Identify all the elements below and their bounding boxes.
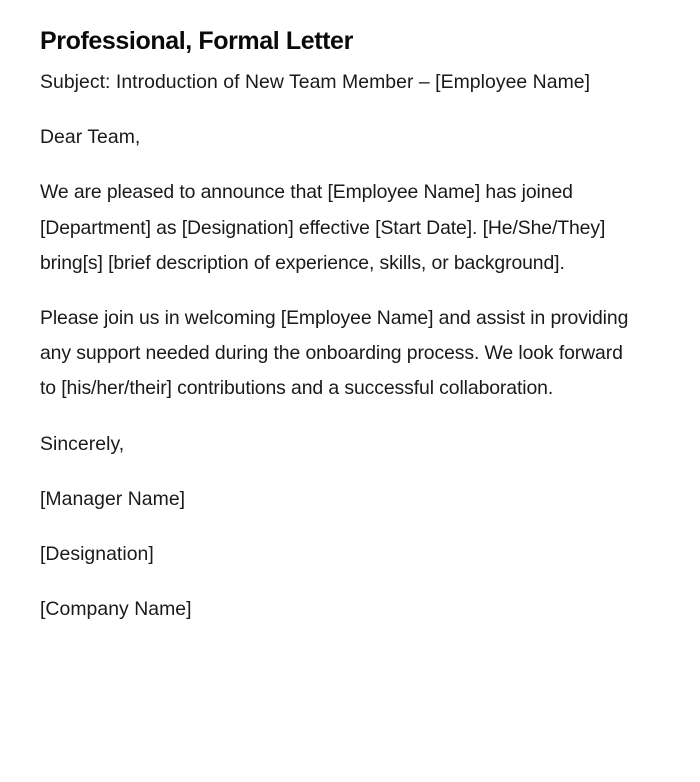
- signature-manager-name: [Manager Name]: [40, 487, 186, 510]
- signature-designation: [Designation]: [40, 543, 154, 566]
- body-paragraph-welcome: Please join us in welcoming [Employee Name] and assist in providing any support needed during the onboarding process. We look forward to [his/her/their] contributions and a successful collaboration.: [40, 307, 629, 400]
- signature-company-name: [Company Name]: [40, 598, 192, 621]
- closing: Sincerely,: [40, 432, 125, 455]
- body-paragraph-announcement: We are pleased to announce that [Employee Name] has joined [Department] as [Designation] effective [Start Date]. [He/She/They] bring[s] [brief description of experience, skills, or background].: [40, 181, 606, 274]
- subject-line: Subject: Introduction of New Team Member – [Employee Name]: [40, 71, 591, 93]
- document-title: Professional, Formal Letter: [40, 27, 353, 55]
- salutation: Dear Team,: [40, 126, 141, 149]
